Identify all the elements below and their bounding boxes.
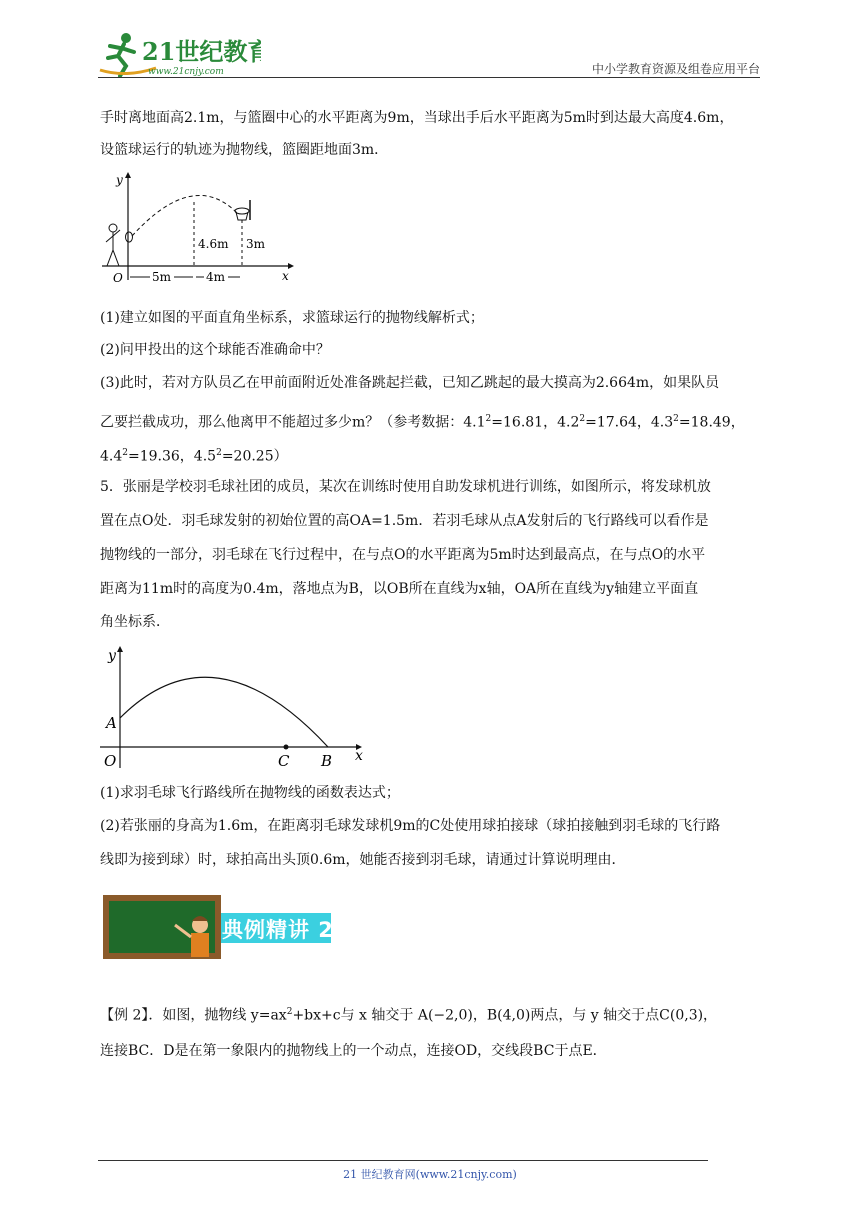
ex2-line1: 【例 2】．如图，抛物线 $y=ax^2+bx+c$与 x 轴交于 A(−2,0)，B(4,0)两点，与 y 轴交于点C(0,3)， [100,1007,718,1024]
fig1-dim1: 5m [152,270,172,284]
banner-label: 典例精讲 2 [222,918,334,942]
p5-q2-line2: 线即为接到球）时，球拍高出头顶0.6m，她能否接到羽毛球，请通过计算说明理由． [100,852,626,868]
fig2-point-b: B [321,752,333,770]
basketball-figure [100,170,300,290]
fig1-dim2: 4m [206,270,226,284]
p4-q1: (1)建立如图的平面直角坐标系，求篮球运行的抛物线解析式； [100,310,484,326]
fig2-origin: O [104,752,117,770]
p5-line2: 置在点O处．羽毛球发射的初始位置的高OA=1.5m．若羽毛球从点A发射后的飞行路线可以看作是 [100,513,709,529]
fig2-point-a: A [106,714,117,732]
p4-q2: (2)问甲投出的这个球能否准确命中？ [100,342,330,358]
p5-q1: (1)求羽毛球飞行路线所在抛物线的函数表达式； [100,785,400,801]
fig1-x-label: x [282,269,289,283]
site-logo [96,30,261,78]
hoop-icon [235,200,250,220]
p5-q2-line1: (2)若张丽的身高为1.6m，在距离羽毛球发球机9m的C处使用球拍接球（球拍接触到羽毛球的飞行路 [100,818,721,834]
header-divider [98,77,760,78]
fig2-y-label: y [108,648,116,664]
platform-name: 中小学教育资源及组卷应用平台 [591,62,760,76]
fig1-y-label: y [116,173,123,187]
p4-q3-line3: $4.4^2=19.36$，$4.5^2=20.25$） [100,448,288,465]
ball-icon [126,232,133,242]
fig1-height-max: 4.6m [198,237,229,251]
p4-line2: 设篮球运行的轨迹为抛物线，篮圈距地面3m． [100,142,389,158]
badminton-figure [100,642,370,772]
logo-main: 21世纪教育 [142,37,261,66]
p5-line3: 抛物线的一部分，羽毛球在飞行过程中，在与点O的水平距离为5m时达到最高点，在与点O的水平 [100,547,706,563]
p5-line5: 角坐标系． [100,614,170,630]
footer-text[interactable]: 21 世纪教育网(www.21cnjy.com) [343,1168,517,1181]
flight-parabola [120,677,328,747]
fig1-height-hoop: 3m [246,237,266,251]
ex2-line2: 连接BC．D是在第一象限内的抛物线上的一个动点，连接OD，交线段BC于点E． [100,1043,607,1059]
p4-q3-line2: 乙要拦截成功，那么他离甲不能超过多少m？（参考数据：$4.1^2=16.81$，$4.2^2=17.64$，$4.3^2=18.49$， [100,414,745,431]
player-icon [106,224,120,266]
p4-q3-line1: (3)此时，若对方队员乙在甲前面附近处准备跳起拦截，已知乙跳起的最大摸高为2.664m，如果队员 [100,375,720,391]
p5-line4: 距离为11m时的高度为0.4m，落地点为B，以OB所在直线为x轴，OA所在直线为y轴建立平面直 [100,581,699,597]
p5-line1: 5．张丽是学校羽毛球社团的成员，某次在训练时使用自助发球机进行训练，如图所示，将发球机放 [100,479,711,495]
point-c-dot [284,745,289,750]
logo-url: www.21cnjy.com [148,67,224,77]
fig2-point-c: C [278,752,290,770]
fig1-origin: O [113,271,123,285]
fig2-x-label: x [355,748,363,764]
trajectory-curve [132,195,238,236]
footer-divider [98,1160,708,1161]
p4-line1: 手时离地面高2.1m，与篮圈中心的水平距离为9m，当球出手后水平距离为5m时到达最大高度4.6m， [100,110,734,126]
